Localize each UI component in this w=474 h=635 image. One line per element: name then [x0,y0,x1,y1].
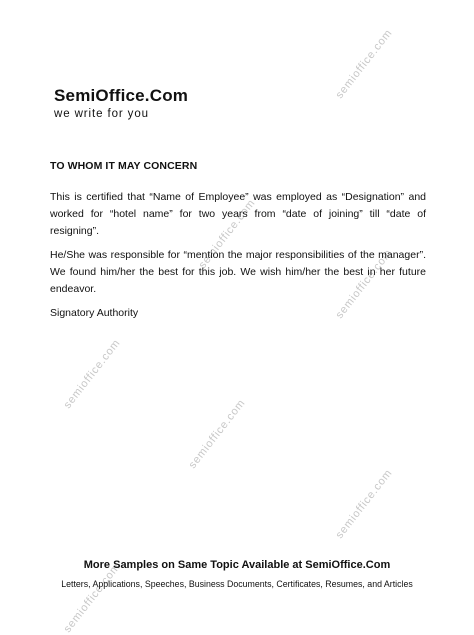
letter-paragraph-1: This is certified that “Name of Employee” was employed as “Designation” and worked for “hotel name” for two years from “date of joining” till “date of resigning”. [50,191,426,237]
watermark-text: semioffice.com [333,27,395,101]
watermark-text: semioffice.com [61,561,123,635]
letter-heading: TO WHOM IT MAY CONCERN [50,160,198,172]
footer-subtitle: Letters, Applications, Speeches, Business Documents, Certificates, Resumes, and Articles [61,579,413,589]
brand-name: SemiOffice.Com [54,86,189,105]
watermark-text: semioffice.com [333,467,395,541]
brand-tagline: we write for you [54,108,149,120]
watermark-text: semioffice.com [186,397,248,471]
letter-paragraph-2: He/She was responsible for “mention the major responsibilities of the manager”. We found him/her the best for this job. We wish him/her the best in her future endeavor. [50,249,426,295]
watermark-text: semioffice.com [196,197,258,271]
watermark-text: semioffice.com [333,247,395,321]
watermark-text: semioffice.com [61,337,123,411]
signatory-line: Signatory Authority [50,307,139,319]
footer-title: More Samples on Same Topic Available at SemiOffice.Com [83,559,391,571]
brand-logo [54,86,188,121]
